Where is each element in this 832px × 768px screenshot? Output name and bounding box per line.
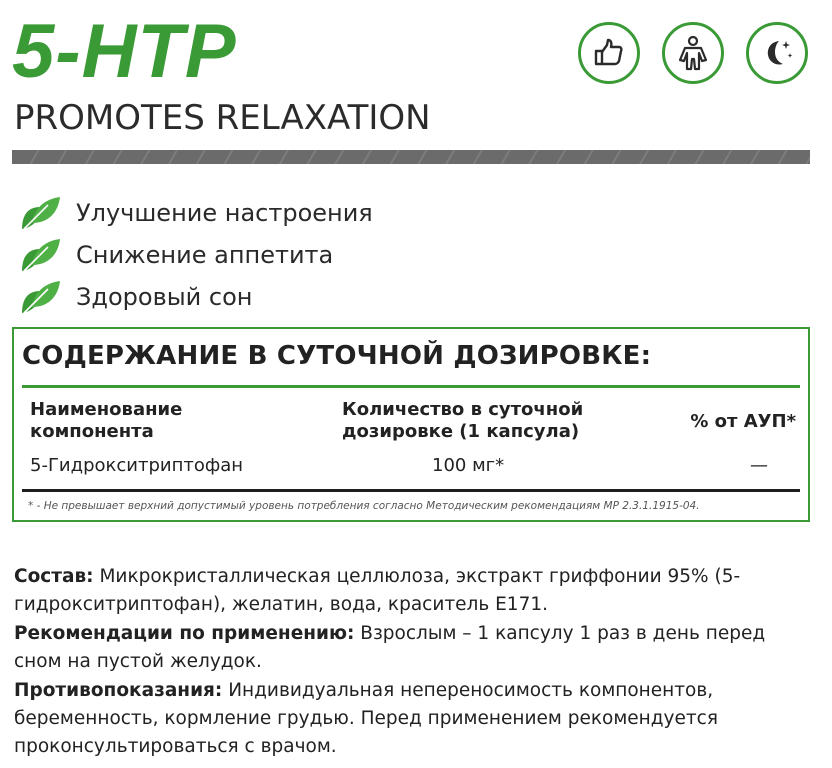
divider bbox=[22, 385, 800, 388]
composition-label: Состав: bbox=[14, 566, 94, 587]
footnote: * - Не превышает верхний допустимый уровень потребления согласно Методическим рекомендациям МР 2.3.1.1915-04. bbox=[28, 500, 700, 512]
benefit-item bbox=[18, 276, 373, 318]
column-header-percent: % от АУП* bbox=[690, 411, 796, 432]
composition-paragraph bbox=[14, 563, 814, 619]
thumbs-up-icon bbox=[578, 22, 640, 84]
leaf-icon bbox=[18, 277, 62, 317]
dosage-table-title: СОДЕРЖАНИЕ В СУТОЧНОЙ ДОЗИРОВКЕ: bbox=[22, 341, 652, 371]
column-header-amount: Количество в суточной дозировке (1 капсула) bbox=[342, 399, 584, 442]
table-cell-amount: 100 мг* bbox=[432, 455, 505, 476]
contraindications-text: Индивидуальная непереносимость компонентов, беременность, кормление грудью. Перед применением рекомендуется проконсультироваться с врачом. bbox=[14, 680, 718, 757]
composition-text: Микрокристаллическая целлюлоза, экстракт гриффонии 95% (5-гидрокситриптофан), желатин, вода, краситель Е171. bbox=[14, 566, 741, 615]
benefits-list bbox=[18, 192, 373, 318]
usage-paragraph bbox=[14, 620, 814, 676]
dosage-table bbox=[12, 327, 810, 522]
contraindications-paragraph bbox=[14, 677, 814, 761]
header-icons bbox=[578, 22, 808, 84]
leaf-icon bbox=[18, 235, 62, 275]
benefit-item bbox=[18, 192, 373, 234]
benefit-label: Улучшение настроения bbox=[76, 199, 373, 227]
moon-stars-icon bbox=[746, 22, 808, 84]
contraindications-label: Противопоказания: bbox=[14, 680, 223, 701]
usage-label: Рекомендации по применению: bbox=[14, 623, 355, 644]
column-header-component: Наименование компонента bbox=[30, 399, 183, 442]
leaf-icon bbox=[18, 193, 62, 233]
brand-title: 5-HTP bbox=[12, 9, 237, 94]
benefit-item bbox=[18, 234, 373, 276]
decorative-stripe bbox=[12, 150, 810, 164]
usage-text: Взрослым – 1 капсулу 1 раз в день перед сном на пустой желудок. bbox=[14, 623, 766, 672]
table-cell-component: 5-Гидрокситриптофан bbox=[30, 455, 244, 476]
subtitle: PROMOTES RELAXATION bbox=[14, 98, 431, 138]
table-cell-percent: — bbox=[750, 455, 768, 476]
benefit-label: Снижение аппетита bbox=[76, 241, 334, 269]
benefit-label: Здоровый сон bbox=[76, 283, 253, 311]
divider bbox=[22, 489, 800, 492]
person-icon bbox=[662, 22, 724, 84]
